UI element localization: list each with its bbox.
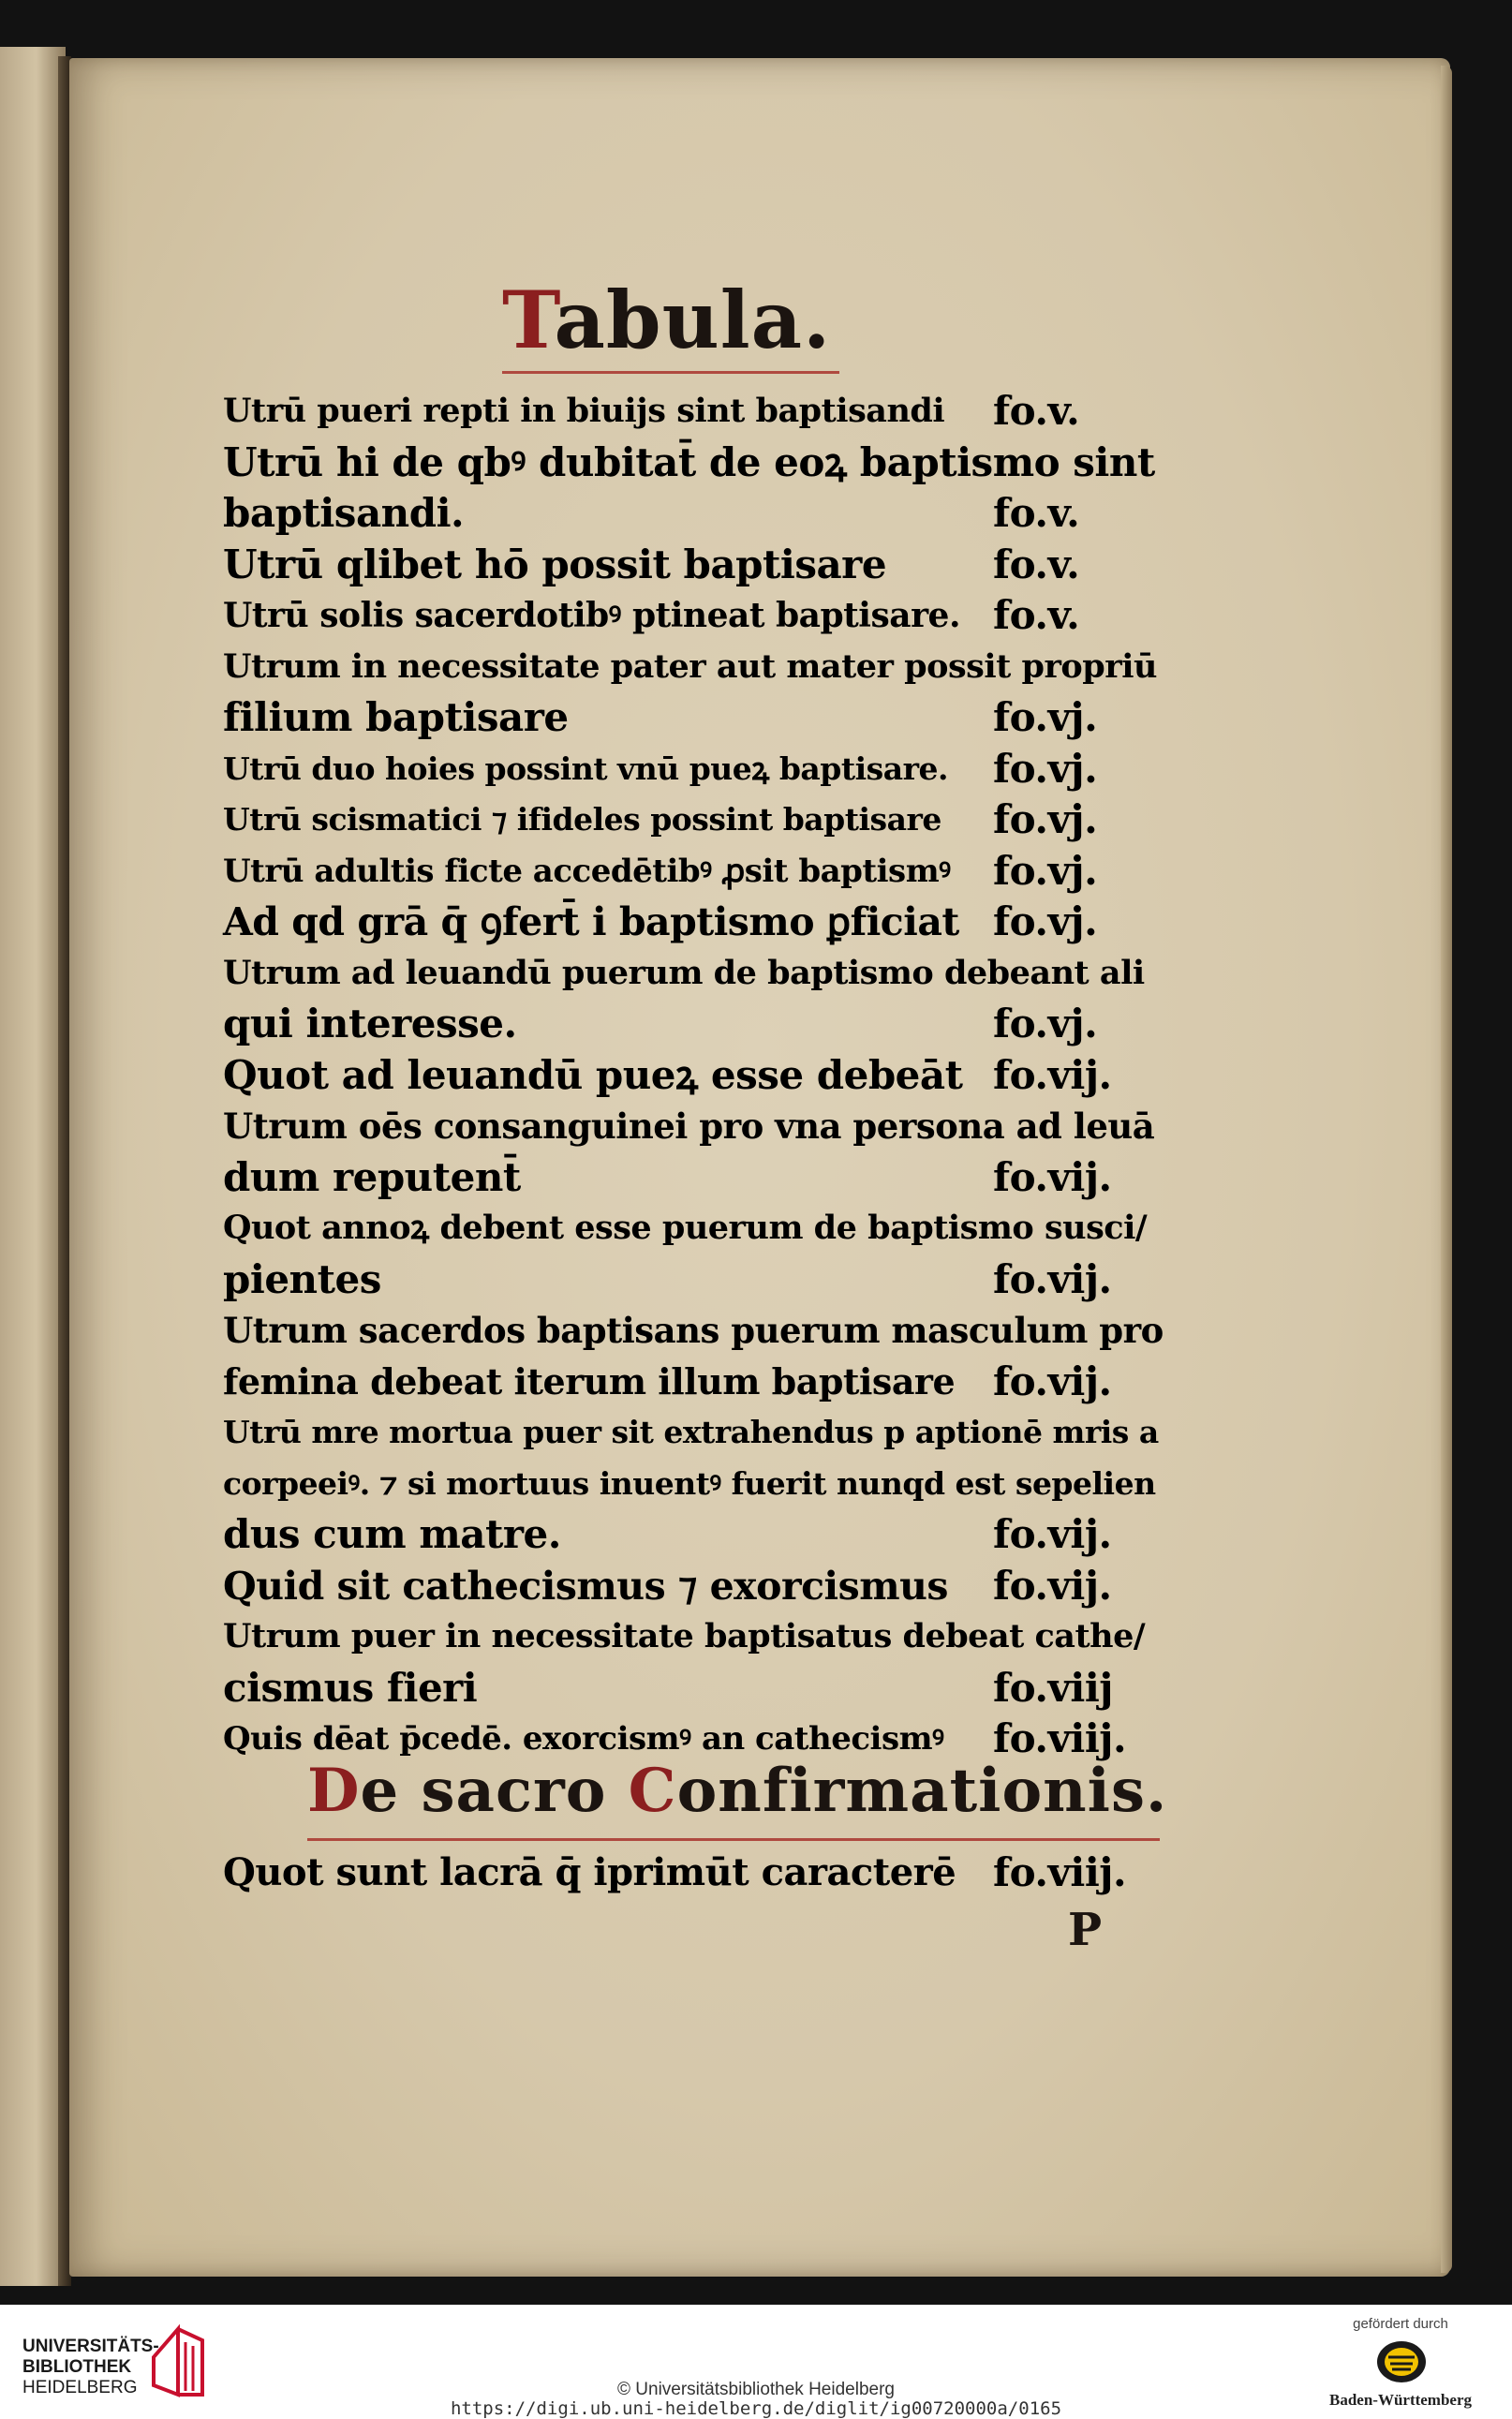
entry-folio: fo.vij. [993, 1255, 1112, 1302]
facing-page-edge [0, 47, 66, 2286]
entry-folio: fo.v. [993, 592, 1080, 638]
page-fore-edge [1441, 66, 1452, 2273]
entry-text: Utrum in necessitate pater aut mater possit propriū [223, 646, 1157, 686]
copyright-notice: © Universitätsbibliothek Heidelberg [617, 2380, 895, 2399]
entry-folio: fo.v. [993, 490, 1080, 536]
list-item [223, 1305, 1178, 1357]
entry-text: dum reputent̄ [223, 1153, 521, 1200]
list-item [223, 744, 1178, 795]
entry-text: Utrū adultis ficte accedētibꝰ ꝓsit baptismꝰ [223, 852, 951, 890]
list-item [223, 1101, 1178, 1152]
heading-underline [502, 371, 839, 374]
entry-text: Utrū duo hoies possint vnū pueꝝ baptisare. [223, 749, 948, 787]
list-item [223, 540, 1178, 591]
section-heading [307, 1756, 1168, 1826]
entry-text: femina debeat iterum illum baptisare [223, 1359, 956, 1402]
entry-folio: fo.viij. [993, 1849, 1127, 1895]
entry-text: filium baptisare [223, 694, 569, 740]
list-item [223, 1459, 1178, 1510]
entry-text: Utrū pueri repti in biuijs sint baptisandi [223, 392, 945, 430]
list-item [223, 590, 1178, 642]
entry-folio: fo.vij. [993, 1051, 1112, 1098]
entry-text: Utrum oēs consanguinei pro vna persona ad leuā [223, 1106, 1155, 1147]
entry-folio: fo.vij. [993, 1358, 1112, 1404]
entry-text: Utrū hi de qbꝰ dubitat̄ de eoꝝ baptismo sint [223, 438, 1155, 485]
entry-folio: fo.vj. [993, 745, 1098, 792]
entry-text: Utrū mre mortua puer sit extrahendus p aptionē mris a [223, 1414, 1159, 1450]
entry-text: Quot ad leuandū pueꝝ esse debeāt [223, 1051, 963, 1098]
entry-folio: fo.vj. [993, 796, 1098, 842]
state-emblem-icon [1375, 2338, 1428, 2385]
entry-folio: fo.vij. [993, 1153, 1112, 1200]
entry-folio: fo.viij [993, 1664, 1113, 1711]
section-entry [223, 1848, 1178, 1899]
list-item [223, 1254, 1178, 1306]
library-line-3: HEIDELBERG [22, 2378, 138, 2397]
section-initial: D [307, 1756, 361, 1826]
entry-text: Utrum puer in necessitate baptisatus debeat cathe/ [223, 1617, 1146, 1655]
list-item [223, 1663, 1178, 1714]
library-line-2: BIBLIOTHEK [22, 2357, 132, 2377]
table-of-contents [223, 386, 1178, 1765]
list-item [223, 999, 1178, 1050]
entry-text: Utrum ad leuandū puerum de baptismo debeant ali [223, 953, 1145, 992]
entry-text: Utrū solis sacerdotibꝰ ptineat baptisare. [223, 596, 960, 635]
section-heading-underline [307, 1838, 1160, 1841]
entry-text: Ad qd grā q̄ ꝯfert̄ i baptismo ꝑficiat [223, 899, 959, 944]
list-item [223, 1611, 1178, 1663]
list-item [223, 642, 1178, 693]
entry-text: Quis dēat p̄cedē. exorcismꝰ an cathecismꝰ [223, 1720, 944, 1758]
entry-text: pientes [223, 1255, 381, 1302]
entry-text: Utrū qlibet hō possit baptisare [223, 541, 887, 587]
list-item [223, 794, 1178, 846]
entry-text: Quot sunt lacrā q̄ iprimūt caracterē [223, 1850, 956, 1894]
entry-folio: fo.viij. [993, 1715, 1127, 1761]
library-line-1: UNIVERSITÄTS- [22, 2337, 159, 2356]
entry-text: Utrum sacerdos baptisans puerum masculum pro [223, 1310, 1164, 1351]
list-item [223, 1357, 1178, 1408]
entry-text: Utrū scismatici ⁊ ifideles possint baptisare [223, 801, 941, 838]
heading-initial: T [502, 274, 555, 366]
entry-text: baptisandi. [223, 490, 465, 536]
list-item [223, 438, 1178, 489]
permalink[interactable]: https://digi.ub.uni-heidelberg.de/diglit/ig00720000a/0165 [450, 2398, 1062, 2419]
entry-text: Quot annoꝝ debent esse puerum de baptismo susci/ [223, 1209, 1148, 1247]
list-item [223, 1203, 1178, 1254]
state-name: Baden-Württemberg [1328, 2391, 1473, 2409]
entry-folio: fo.vij. [993, 1562, 1112, 1609]
funded-by-label: gefördert durch [1353, 2316, 1448, 2332]
entry-folio: fo.vj. [993, 847, 1098, 894]
entry-folio: fo.vj. [993, 1001, 1098, 1046]
entry-text: Quid sit cathecismus ⁊ exorcismus [223, 1563, 948, 1609]
entry-folio: fo.v. [993, 388, 1080, 434]
list-item [223, 1050, 1178, 1102]
list-item [223, 1561, 1178, 1612]
list-item [223, 692, 1178, 744]
list-item [223, 488, 1178, 540]
entry-folio: fo.v. [993, 541, 1080, 587]
catchword: P [1068, 1904, 1103, 1956]
list-item [223, 1152, 1178, 1204]
heading-text: abula. [554, 274, 832, 366]
page-heading [502, 274, 832, 366]
list-item [223, 897, 1178, 948]
entry-folio: fo.vj. [993, 898, 1098, 944]
entry-folio: fo.vj. [993, 694, 1098, 740]
entry-text: qui interesse. [223, 1001, 517, 1046]
list-item [223, 1509, 1178, 1561]
section-initial: C [628, 1756, 677, 1826]
list-item [223, 846, 1178, 898]
entry-text: corpeeiꝰ. ⁊ si mortuus inuentꝰ fuerit nunqd est sepelien [223, 1464, 1156, 1502]
list-item [223, 948, 1178, 1000]
list-item [223, 1407, 1178, 1459]
section-heading-text: De sacro Confirmationis. [307, 1756, 1168, 1826]
entry-text: cismus fieri [223, 1664, 478, 1711]
list-item [223, 386, 1178, 438]
entry-text: dus cum matre. [223, 1511, 561, 1557]
entry-folio: fo.vij. [993, 1511, 1112, 1557]
